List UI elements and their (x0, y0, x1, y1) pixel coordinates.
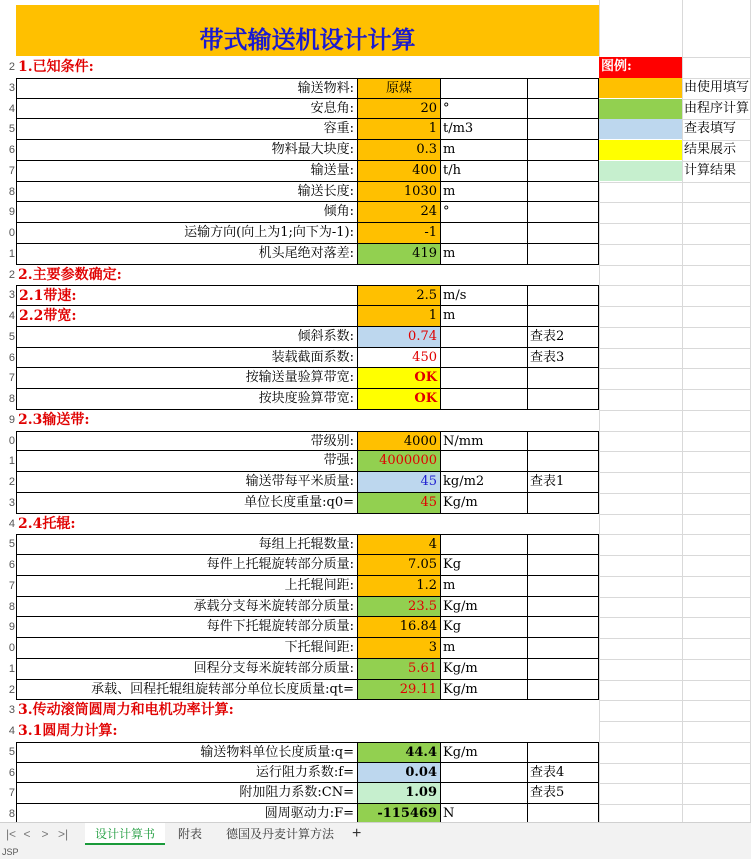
gridline (599, 742, 751, 743)
param-unit (441, 78, 528, 99)
param-value[interactable]: 20 (358, 99, 441, 119)
param-label: 圆周驱动力:F= (16, 804, 358, 822)
param-label: 输送量: (16, 161, 358, 182)
param-reference (528, 161, 599, 182)
legend-swatch (599, 119, 682, 140)
param-value[interactable]: 44.4 (358, 742, 441, 763)
row-number: 4 (8, 518, 15, 530)
row-number: 6 (8, 352, 15, 364)
param-value[interactable]: 1 (358, 306, 441, 327)
row-number: 0 (8, 642, 15, 654)
next-sheet-icon[interactable]: > (41, 827, 49, 841)
param-unit (441, 389, 528, 410)
param-value[interactable]: 450 (358, 348, 441, 368)
row-number: 8 (8, 186, 15, 198)
row-number: 7 (8, 580, 15, 592)
param-unit: kg/m2 (441, 472, 528, 493)
param-reference (528, 638, 599, 659)
gridline (599, 555, 751, 556)
param-unit: Kg/m (441, 597, 528, 617)
row-number: 9 (8, 206, 15, 218)
section-heading: 3.传动滚筒圆周力和电机功率计算: (18, 702, 234, 718)
row-number: 2 (8, 684, 15, 696)
param-reference (528, 119, 599, 140)
param-label: 机头尾绝对落差: (16, 244, 358, 265)
gridline (599, 202, 751, 203)
param-value[interactable]: 1 (358, 119, 441, 140)
gridline (599, 451, 751, 452)
param-value[interactable]: 1030 (358, 182, 441, 202)
param-reference (528, 182, 599, 202)
param-reference (528, 99, 599, 119)
param-value[interactable]: 3 (358, 638, 441, 659)
row-number: 9 (8, 414, 15, 426)
row-number: 8 (8, 808, 15, 820)
param-value[interactable]: -115469 (358, 804, 441, 822)
param-label: 输送物料单位长度质量:q= (16, 742, 358, 763)
param-reference (528, 389, 599, 410)
legend-swatch (599, 161, 682, 182)
row-number: 9 (8, 621, 15, 633)
param-unit: Kg/m (441, 742, 528, 763)
param-label: 运行阻力系数:f= (16, 763, 358, 783)
gridline (599, 763, 751, 764)
legend-swatch (599, 140, 682, 161)
param-reference (528, 368, 599, 389)
param-reference (528, 244, 599, 265)
param-unit: N (441, 804, 528, 822)
param-reference (528, 659, 599, 680)
param-value[interactable]: 400 (358, 161, 441, 182)
param-unit (441, 223, 528, 244)
param-reference (528, 804, 599, 822)
param-unit: m (441, 182, 528, 202)
param-reference (528, 202, 599, 223)
param-label: 回程分支每米旋转部分质量: (16, 659, 358, 680)
param-label: 附加阻力系数:CN= (16, 783, 358, 804)
param-unit (441, 534, 528, 555)
row-number: 3 (8, 704, 15, 716)
gridline (599, 327, 751, 328)
param-label: 每件上托辊旋转部分质量: (16, 555, 358, 576)
gridline (599, 306, 751, 307)
param-label: 输送长度: (16, 182, 358, 202)
param-label: 带级别: (16, 431, 358, 451)
row-number: 7 (8, 165, 15, 177)
param-value[interactable]: 4 (358, 534, 441, 555)
legend-text: 计算结果 (684, 163, 737, 178)
gridline (599, 638, 751, 639)
param-reference (528, 78, 599, 99)
param-value[interactable]: 0.74 (358, 327, 441, 348)
param-label: 下托辊间距: (16, 638, 358, 659)
gridline (599, 182, 751, 183)
param-value[interactable]: 0.3 (358, 140, 441, 161)
gridline (599, 368, 751, 369)
param-value[interactable]: 1.09 (358, 783, 441, 804)
row-number: 3 (8, 497, 15, 509)
param-unit (441, 451, 528, 472)
status-text: JSP (2, 847, 19, 857)
gridline (599, 244, 751, 245)
param-unit: Kg (441, 617, 528, 638)
gridline (599, 472, 751, 473)
row-number: 7 (8, 372, 15, 384)
param-value[interactable]: 1.2 (358, 576, 441, 597)
param-value[interactable]: 4000 (358, 431, 441, 451)
param-value[interactable]: 23.5 (358, 597, 441, 617)
param-reference: 查表5 (528, 783, 599, 804)
param-reference (528, 451, 599, 472)
section-heading: 2.主要参数确定: (18, 267, 122, 283)
gridline (599, 783, 751, 784)
param-value[interactable]: -1 (358, 223, 441, 244)
row-number: 6 (8, 559, 15, 571)
param-unit: t/h (441, 161, 528, 182)
row-number: 4 (8, 725, 15, 737)
row-number: 5 (8, 331, 15, 343)
param-value[interactable]: 4000000 (358, 451, 441, 472)
param-unit: ° (441, 99, 528, 119)
param-unit: Kg/m (441, 659, 528, 680)
param-label: 单位长度重量:q0= (16, 493, 358, 514)
param-label: 物料最大块度: (16, 140, 358, 161)
param-label: 安息角: (16, 99, 358, 119)
gridline (599, 493, 751, 494)
param-reference (528, 597, 599, 617)
gridline (599, 348, 751, 349)
tab-design-calc[interactable]: 设计计算书 (85, 823, 165, 845)
param-label: 承载、回程托辊组旋转部分单位长度质量:qt= (16, 680, 358, 700)
legend-swatch (599, 78, 682, 99)
legend-text: 由使用填写 (684, 80, 750, 95)
param-unit: m (441, 244, 528, 265)
gridline (599, 265, 751, 266)
param-label: 倾角: (16, 202, 358, 223)
param-reference (528, 223, 599, 244)
param-value[interactable]: OK (358, 368, 441, 389)
gridline (599, 659, 751, 660)
param-reference (528, 493, 599, 514)
param-label: 输送物料: (16, 78, 358, 99)
param-reference: 查表3 (528, 348, 599, 368)
tab-german-danish-method[interactable]: 德国及丹麦计算方法 (226, 827, 335, 841)
row-number: 5 (8, 746, 15, 758)
param-reference: 查表1 (528, 472, 599, 493)
row-number: 5 (8, 538, 15, 550)
row-number: 1 (8, 663, 15, 675)
row-number: 8 (8, 393, 15, 405)
legend-header: 图例: (599, 57, 682, 78)
param-reference (528, 285, 599, 306)
param-reference (528, 555, 599, 576)
gridline (599, 534, 751, 535)
param-unit: ° (441, 202, 528, 223)
param-value[interactable]: 原煤 (358, 78, 441, 99)
param-label: 运输方向(向上为1;向下为-1): (16, 223, 358, 244)
param-label: 容重: (16, 119, 358, 140)
row-number: 3 (8, 289, 15, 301)
param-reference (528, 534, 599, 555)
param-value[interactable]: 0.04 (358, 763, 441, 783)
param-value[interactable]: 29.11 (358, 680, 441, 700)
param-unit (441, 327, 528, 348)
param-reference (528, 431, 599, 451)
legend-text: 由程序计算 (684, 101, 750, 116)
param-unit: t/m3 (441, 119, 528, 140)
param-reference (528, 306, 599, 327)
gridline (599, 389, 751, 390)
row-number: 1 (8, 455, 15, 467)
row-number: 0 (8, 435, 15, 447)
param-unit: m (441, 638, 528, 659)
param-label: 按块度验算带宽: (16, 389, 358, 410)
section-heading: 2.4托辊: (18, 516, 76, 532)
row-number: 6 (8, 144, 15, 156)
param-label: 装载截面系数: (16, 348, 358, 368)
param-label: 上托辊间距: (16, 576, 358, 597)
param-unit: N/mm (441, 431, 528, 451)
param-value[interactable]: 2.5 (358, 285, 441, 306)
row-number: 5 (8, 123, 15, 135)
row-number: 7 (8, 787, 15, 799)
last-sheet-icon[interactable]: >| (57, 827, 69, 841)
param-unit: Kg/m (441, 680, 528, 700)
param-unit (441, 348, 528, 368)
legend-text: 查表填写 (684, 121, 737, 136)
param-reference: 查表2 (528, 327, 599, 348)
gridline (599, 680, 751, 681)
param-reference (528, 617, 599, 638)
row-number: 1 (8, 248, 15, 260)
param-value[interactable]: 45 (358, 472, 441, 493)
gridline (599, 804, 751, 805)
gridline (599, 431, 751, 432)
gridline (599, 514, 751, 515)
row-number: 2 (8, 269, 15, 281)
subsection-heading: 2.1带速: (16, 285, 358, 306)
gridline (599, 700, 751, 701)
gridline (599, 576, 751, 577)
param-reference (528, 742, 599, 763)
param-unit: m (441, 140, 528, 161)
gridline (599, 410, 751, 411)
param-value[interactable]: 7.05 (358, 555, 441, 576)
param-label: 倾斜系数: (16, 327, 358, 348)
gridline (599, 617, 751, 618)
first-sheet-icon[interactable]: |< (5, 827, 17, 841)
row-number: 6 (8, 767, 15, 779)
param-value[interactable]: 24 (358, 202, 441, 223)
param-value[interactable]: 5.61 (358, 659, 441, 680)
add-sheet-icon[interactable]: + (352, 825, 362, 842)
param-unit (441, 783, 528, 804)
sheet-title[interactable]: 带式输送机设计计算 (16, 5, 599, 56)
section-heading: 1.已知条件: (18, 59, 94, 75)
subsection-heading: 2.2带宽: (16, 306, 358, 327)
param-unit: m (441, 306, 528, 327)
param-unit (441, 368, 528, 389)
gridline (599, 285, 751, 286)
prev-sheet-icon[interactable]: < (23, 827, 31, 841)
sheet-tab-bar (0, 822, 751, 846)
param-reference (528, 576, 599, 597)
row-number: 8 (8, 601, 15, 613)
row-number: 4 (8, 103, 15, 115)
param-value[interactable]: 45 (358, 493, 441, 514)
param-label: 承载分支每米旋转部分质量: (16, 597, 358, 617)
param-label: 带强: (16, 451, 358, 472)
row-number: 2 (8, 61, 15, 73)
status-bar (0, 846, 751, 859)
row-number: 4 (8, 310, 15, 322)
section-heading: 3.1圆周力计算: (18, 723, 118, 739)
param-label: 每组上托辊数量: (16, 534, 358, 555)
param-reference (528, 680, 599, 700)
legend-swatch (599, 99, 682, 120)
gridline (599, 223, 751, 224)
section-heading: 2.3输送带: (18, 412, 90, 428)
param-label: 按输送量验算带宽: (16, 368, 358, 389)
tab-appendix[interactable]: 附表 (178, 827, 203, 841)
param-label: 输送带每平米质量: (16, 472, 358, 493)
param-unit (441, 763, 528, 783)
param-unit: m (441, 576, 528, 597)
param-value[interactable]: OK (358, 389, 441, 410)
legend-text: 结果展示 (684, 142, 737, 157)
row-number: 0 (8, 227, 15, 239)
param-label: 每件下托辊旋转部分质量: (16, 617, 358, 638)
param-reference: 查表4 (528, 763, 599, 783)
param-value[interactable]: 419 (358, 244, 441, 265)
param-unit: Kg/m (441, 493, 528, 514)
param-reference (528, 140, 599, 161)
param-unit: m/s (441, 285, 528, 306)
row-number: 2 (8, 476, 15, 488)
gridline (599, 721, 751, 722)
param-value[interactable]: 16.84 (358, 617, 441, 638)
gridline (599, 597, 751, 598)
param-unit: Kg (441, 555, 528, 576)
row-number (0, 30, 16, 51)
row-number: 3 (8, 82, 15, 94)
